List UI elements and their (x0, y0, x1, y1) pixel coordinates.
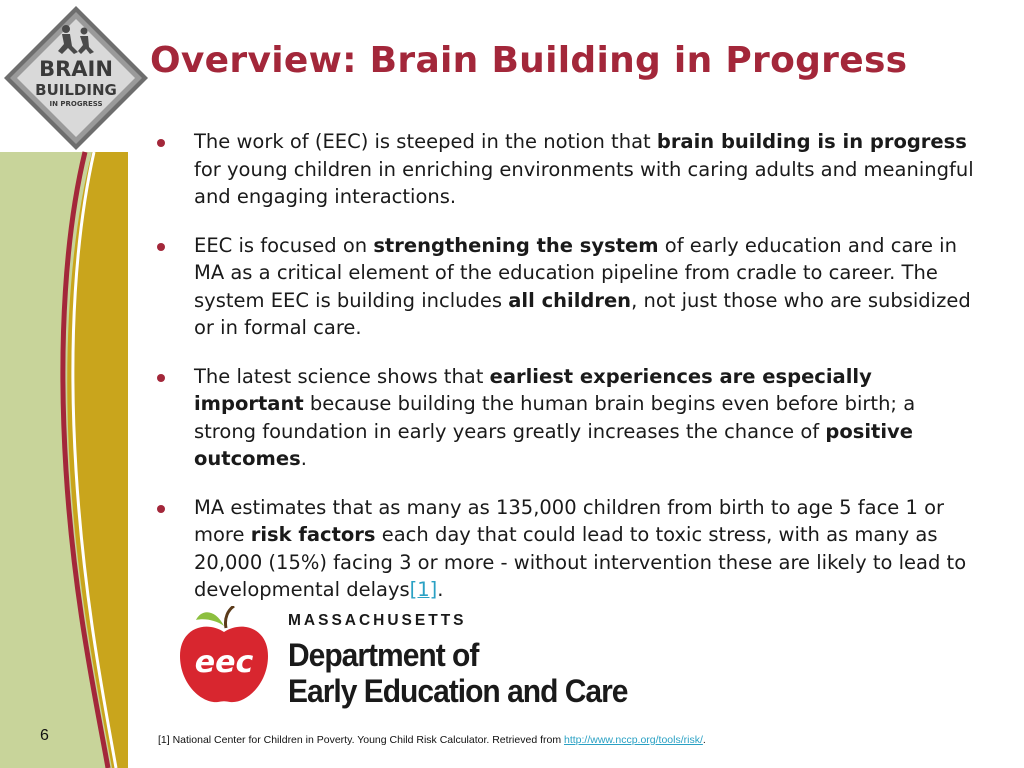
bullet-text: , not just those who are subsidized or in formal care. (194, 288, 971, 339)
footnote-link[interactable]: http://www.nccp.org/tools/risk/ (564, 734, 703, 746)
page-number: 6 (40, 727, 49, 744)
slide-title: Overview: Brain Building in Progress (150, 40, 908, 81)
bullet-text: The latest science shows that (194, 364, 490, 388)
bullet-text: of early education and care in MA as a critical element of the education pipeline from cradle to career. The system EEC is building includes (194, 233, 957, 312)
citation-link[interactable]: [1] (409, 578, 438, 601)
logo-state-name: MASSACHUSETTS (288, 612, 467, 629)
bullet-text: for young children in enriching environments with caring adults and meaningful and engaging interactions. (194, 157, 974, 208)
badge-word-in-progress: IN PROGRESS (49, 100, 103, 108)
badge-word-brain: BRAIN (39, 57, 113, 81)
bullet-item (157, 232, 977, 342)
bullet-text: The work of (EEC) is steeped in the notion that (194, 130, 657, 153)
bullet-text: . (437, 578, 444, 601)
bullet-emphasis: earliest experiences are especially important (194, 364, 872, 415)
bullet-emphasis: all children (508, 288, 632, 312)
brain-building-badge-logo (0, 2, 152, 154)
bullet-dot-icon (157, 374, 165, 382)
bullet-emphasis: strengthening the system (373, 233, 659, 257)
bullet-item (157, 128, 977, 211)
bullet-text: each day that could lead to toxic stress, with as many as 20,000 (15%) facing 3 or more - without intervention these are likely to lead to developmental delays (194, 523, 967, 601)
bullet-item (157, 494, 977, 604)
eec-apple-logo (176, 606, 272, 706)
bullet-emphasis: brain building is in progress (656, 130, 967, 153)
footnote-text: [1] National Center for Children in Poverty. Young Child Risk Calculator. Retrieved from (158, 734, 564, 746)
footnote (158, 734, 706, 746)
bullet-list (157, 128, 977, 625)
badge-word-building: BUILDING (35, 81, 117, 99)
bullet-text: EEC is focused on (194, 233, 374, 257)
logo-agency-line: Early Education and Care (288, 674, 628, 710)
bullet-text: because building the human brain begins even before birth; a strong foundation in early years greatly increases the chance of (194, 392, 916, 443)
logo-department-line: Department of (288, 638, 479, 674)
bullet-dot-icon (157, 243, 165, 251)
bullet-dot-icon (157, 505, 165, 513)
bullet-text: MA estimates that as many as 135,000 children from birth to age 5 face 1 or more (194, 495, 945, 546)
footnote-end: . (702, 734, 706, 746)
logo-mark-text: eec (194, 645, 254, 680)
bullet-emphasis: positive outcomes (194, 419, 913, 470)
bullet-item (157, 363, 977, 473)
bullet-text: . (300, 447, 307, 470)
bullet-dot-icon (157, 139, 165, 147)
bullet-emphasis: risk factors (250, 523, 376, 546)
